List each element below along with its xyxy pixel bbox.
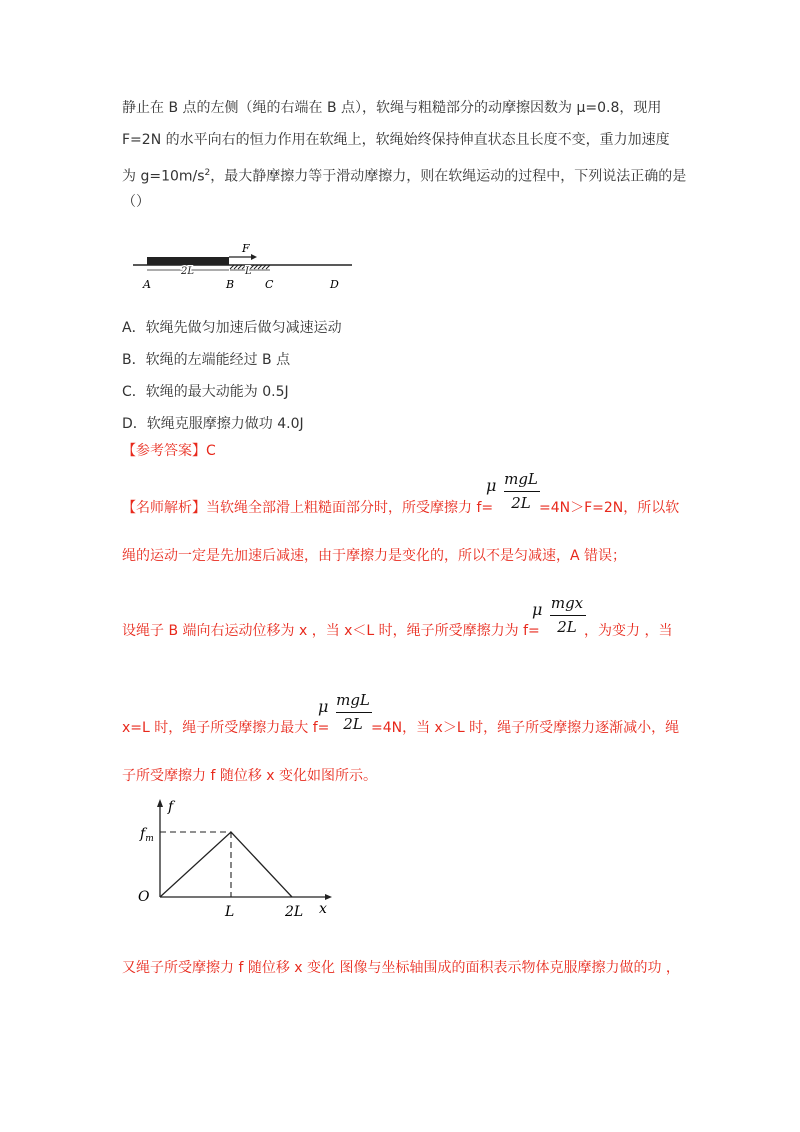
option-d: D．软绳克服摩擦力做功 4.0J [122, 416, 304, 432]
mu-symbol: μ [532, 600, 543, 619]
force-label: F [242, 242, 250, 255]
formula-numerator: mgL [336, 691, 370, 709]
analysis-p3-post: ，为变力 ，当 [584, 623, 673, 639]
x-axis-arrow [325, 894, 332, 900]
tick-label-2L: 2L [285, 904, 304, 920]
point-D: D [330, 278, 339, 291]
fm-label-f: f [140, 826, 146, 842]
superscript-2: 2 [204, 168, 211, 178]
analysis-p3-pre: 设绳子 B 端向右运动位移为 x ，当 x＜L 时，绳子所受摩擦力为 f= [122, 623, 540, 639]
option-a: A．软绳先做匀加速后做匀减速运动 [122, 320, 342, 336]
label-L: L [245, 266, 252, 277]
analysis-p6: 又绳子所受摩擦力 f 随位移 x 变化 图像与坐标轴围成的面积表示物体克服摩擦力做的功 ， [122, 960, 680, 976]
point-B: B [226, 278, 235, 291]
formula-friction-full [486, 470, 546, 520]
fm-label [139, 826, 154, 844]
rope-diagram [130, 240, 370, 300]
problem-line-3 [122, 163, 686, 187]
problem-line-3-post: ，最大静摩擦力等于滑动摩擦力，则在软绳运动的过程中，下列说法正确的是 [210, 168, 687, 185]
problem-line-2: F=2N 的水平向右的恒力作用在软绳上，软绳始终保持伸直状态且长度不变，重力加速度 [122, 132, 670, 148]
reference-answer: 【参考答案】C [122, 443, 216, 459]
label-2L: 2L [181, 266, 195, 277]
force-arrowhead [251, 254, 257, 260]
origin-label: O [138, 889, 150, 905]
rope [147, 257, 229, 265]
analysis-p2: 绳的运动一定是先加速后减速，由于摩擦力是变化的，所以不是匀减速，A 错误； [122, 548, 627, 564]
analysis-p1-pre: 【名师解析】当软绳全部滑上粗糙面部分时，所受摩擦力 f= [122, 500, 494, 516]
x-axis-label: x [319, 901, 327, 917]
mu-symbol: μ [486, 476, 497, 495]
option-c: C．软绳的最大动能为 0.5J [122, 384, 289, 400]
y-axis-label: f [168, 799, 174, 815]
fraction-bar [336, 712, 372, 713]
option-b: B．软绳的左端能经过 B 点 [122, 352, 291, 368]
formula-friction-x [532, 594, 592, 644]
formula-denominator: 2L [511, 494, 531, 512]
problem-line-1: 静止在 B 点的左侧（绳的右端在 B 点），软绳与粗糙部分的动摩擦因数为 μ=0.8，现用 [122, 100, 662, 116]
fraction-bar [504, 491, 540, 492]
analysis-p5: 子所受摩擦力 f 随位移 x 变化如图所示。 [122, 768, 378, 784]
analysis-p4-post: =4N，当 x＞L 时，绳子所受摩擦力逐渐减小，绳 [371, 720, 680, 736]
friction-displacement-graph [135, 795, 355, 925]
formula-denominator: 2L [343, 715, 363, 733]
analysis-p1-post: =4N＞F=2N，所以软 [539, 500, 680, 516]
formula-numerator: mgL [504, 470, 538, 488]
formula-denominator: 2L [557, 618, 577, 636]
fm-label-sub: m [145, 834, 154, 844]
analysis-p4-pre: x=L 时，绳子所受摩擦力最大 f= [122, 720, 330, 736]
y-axis-arrow [157, 799, 163, 807]
friction-curve [160, 832, 292, 897]
point-A: A [143, 278, 151, 291]
fraction-bar [550, 615, 586, 616]
mu-symbol: μ [318, 697, 329, 716]
formula-numerator: mgx [550, 594, 584, 612]
point-C: C [265, 278, 274, 291]
tick-label-L: L [225, 904, 235, 920]
problem-line-4: （） [122, 194, 150, 210]
formula-friction-max [318, 691, 378, 741]
problem-line-3-pre: 为 g=10m/s [122, 168, 205, 185]
